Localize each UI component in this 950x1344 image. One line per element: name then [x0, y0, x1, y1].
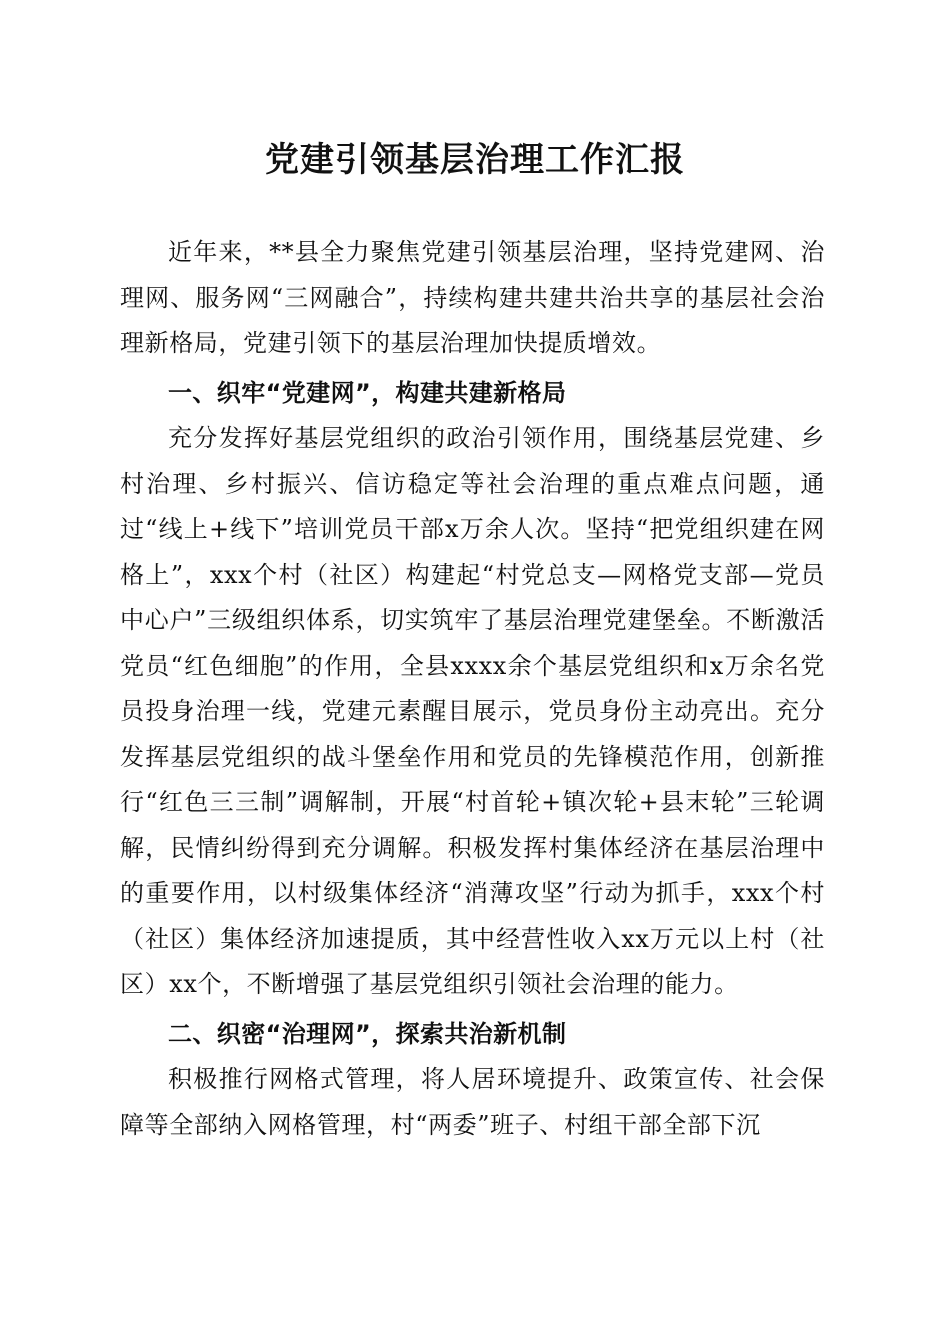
document-body	[120, 230, 825, 1148]
document-title: 党建引领基层治理工作汇报	[265, 140, 685, 180]
intro-paragraph: 近年来，**县全力聚焦党建引领基层治理，坚持党建网、治理网、服务网“三网融合”，持续构建共建共治共享的基层社会治理新格局，党建引领下的基层治理加快提质增效。	[120, 238, 825, 357]
section-1-paragraph: 充分发挥好基层党组织的政治引领作用，围绕基层党建、乡村治理、乡村振兴、信访稳定等社会治理的重点难点问题，通过“线上+线下”培训党员干部x万余人次。坚持“把党组织建在网格上”，xxx个村（社区）构建起“村党总支—网格党支部—党员中心户”三级组织体系，切实筑牢了基层治理党建堡垒。不断激活党员“红色细胞”的作用，全县xxxx余个基层党组织和x万余名党员投身治理一线，党建元素醒目展示，党员身份主动亮出。充分发挥基层党组织的战斗堡垒作用和党员的先锋模范作用，创新推行“红色三三制”调解制，开展“村首轮+镇次轮+县末轮”三轮调解，民情纠纷得到充分调解。积极发挥村集体经济在基层治理中的重要作用，以村级集体经济“消薄攻坚”行动为抓手，xxx个村（社区）集体经济加速提质，其中经营性收入xx万元以上村（社区）xx个，不断增强了基层党组织引领社会治理的能力。	[120, 424, 825, 998]
section-2-heading: 二、织密“治理网”，探索共治新机制	[168, 1019, 567, 1048]
section-1-heading: 一、织牢“党建网”，构建共建新格局	[168, 378, 567, 407]
section-2-paragraph: 积极推行网格式管理，将人居环境提升、政策宣传、社会保障等全部纳入网格管理，村“两委”班子、村组干部全部下沉	[120, 1065, 825, 1139]
